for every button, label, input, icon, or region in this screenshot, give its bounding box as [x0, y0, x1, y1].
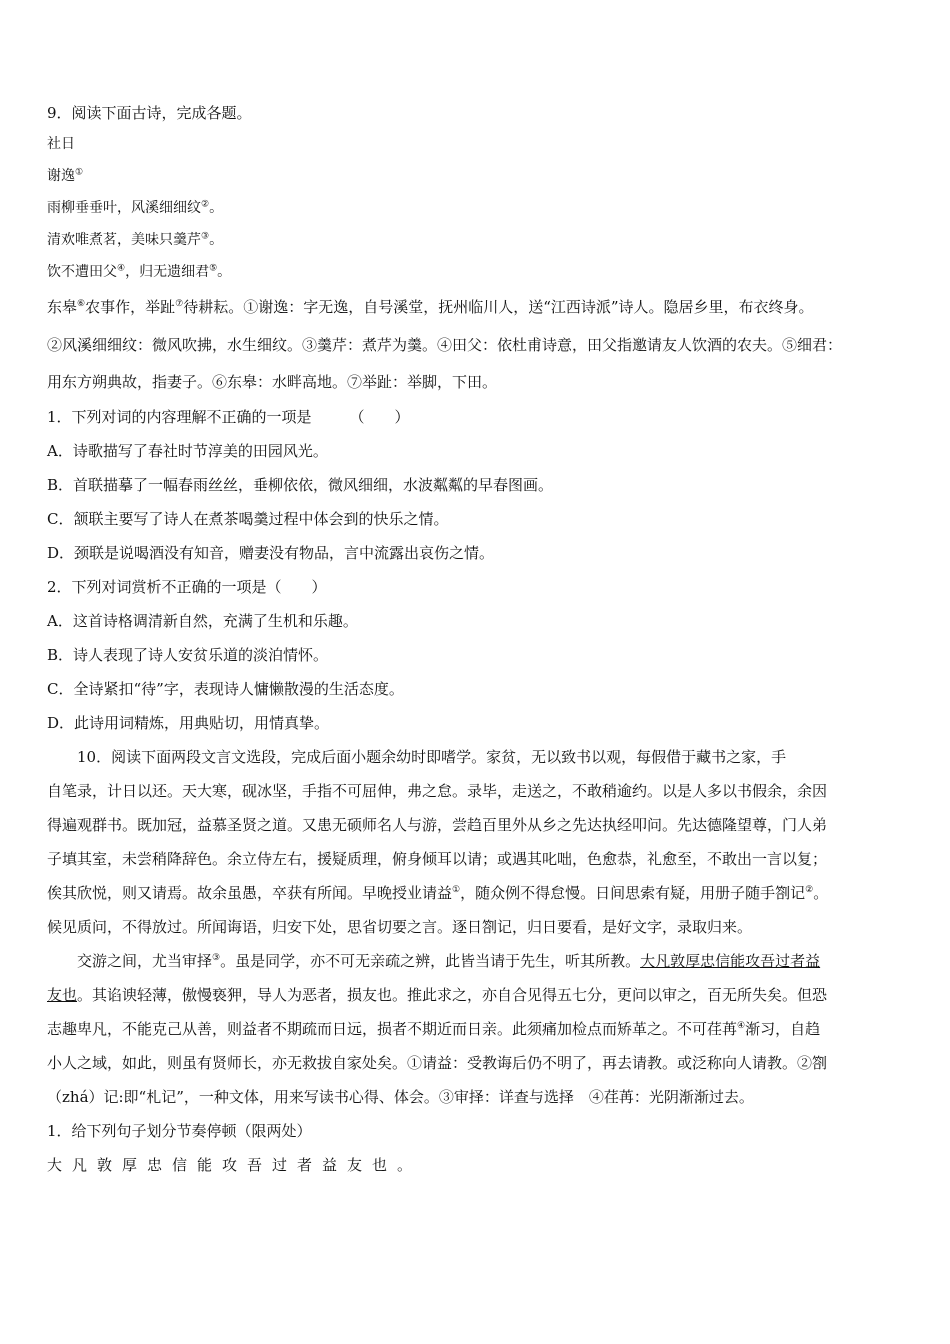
q9-sub2-option-c: C．全诗紧扣“待”字，表现诗人慵懒散漫的生活态度。 — [47, 680, 404, 698]
q10-sub1-stem: 1．给下列句子划分节奏停顿（限两处） — [47, 1122, 312, 1140]
poem-line-1: 雨柳垂垂叶，风溪细细纹②。 — [47, 199, 224, 216]
q10-p1-line-6: 候见质问，不得放过。所闻诲语，归安下处，思省切要之言。逐日劄记，归日要看，是好文字，录取归来。 — [47, 918, 753, 936]
q10-p1-line-3: 得遍观群书。既加冠，益慕圣贤之道。又患无硕师名人与游，尝趋百里外从乡之先达执经叩问。先达德隆望尊，门人弟 — [47, 816, 828, 834]
document-page — [47, 98, 907, 1182]
q10-p2-line-3: 志趣卑凡，不能克己从善，则益者不期疏而日远，损者不期近而日亲。此须痛加检点而矫革之。不可荏苒④渐习，自趋 — [47, 1020, 821, 1038]
q9-sub2-stem: 2．下列对词赏析不正确的一项是（ ） — [47, 578, 327, 596]
poem-notes-line-3: 用东方朔典故，指妻子。⑥东皋：水畔高地。⑦举趾：举脚，下田。 — [47, 373, 498, 391]
poem-author: 谢逸① — [47, 167, 84, 184]
q9-sub1-option-b: B．首联描摹了一幅春雨丝丝，垂柳依依，微风细细，水波粼粼的早春图画。 — [47, 476, 554, 494]
q9-sub1-option-d: D．颈联是说喝酒没有知音，赠妻没有物品，言中流露出哀伤之情。 — [47, 544, 495, 562]
q9-sub1-stem: 1．下列对词的内容理解不正确的一项是 （ ） — [47, 408, 410, 426]
q9-sub1-option-a: A．诗歌描写了春社时节淳美的田园风光。 — [47, 442, 328, 460]
q9-heading: 9．阅读下面古诗，完成各题。 — [47, 104, 252, 122]
underlined-sentence: 大凡敦厚忠信能攻吾过者益 — [640, 952, 821, 970]
q9-sub2-option-a: A．这首诗格调清新自然，充满了生机和乐趣。 — [47, 612, 358, 630]
q10-p1-line-2: 自笔录，计日以还。天大寒，砚冰坚，手指不可屈伸，弗之怠。录毕，走送之，不敢稍逾约。以是人多以书假余，余因 — [47, 782, 828, 800]
q10-p1-line-4: 子填其室，未尝稍降辞色。余立侍左右，援疑质理，俯身倾耳以请；或遇其叱咄，色愈恭，礼愈至，不敢出一言以复； — [47, 850, 828, 868]
q10-p1-line-1: 10．阅读下面两段文言文选段，完成后面小题余幼时即嗜学。家贫，无以致书以观，每假借于藏书之家，手 — [77, 748, 787, 766]
q10-p2-line-2: 友也。其谄谀轻薄，傲慢亵狎，导人为恶者，损友也。推此求之，亦自合见得五七分，更问以审之，百无所失矣。但恐 — [47, 986, 828, 1004]
underlined-sentence-end: 友也 — [47, 986, 78, 1004]
poem-notes-line-2: ②风溪细细纹：微风吹拂，水生细纹。③羹芹：煮芹为羹。④田父：依杜甫诗意，田父指邀请友人饮酒的农夫。⑤细君： — [47, 336, 843, 354]
q9-sub2-option-b: B．诗人表现了诗人安贫乐道的淡泊情怀。 — [47, 646, 329, 664]
q10-p2-line-1: 交游之间，尤当审择③。虽是同学，亦不可无亲疏之辨，此皆当请于先生，听其所教。大凡敦厚忠信能攻吾过者益 — [77, 952, 821, 970]
poem-notes-line-1: 东皋⑥农事作，举趾⑦待耕耘。①谢逸：字无逸，自号溪堂，抚州临川人，送“江西诗派”诗人。隐居乡里，布衣终身。 — [47, 298, 814, 316]
poem-title: 社日 — [47, 136, 75, 152]
q10-p1-line-5: 俟其欣悦，则又请焉。故余虽愚，卒获有所闻。早晚授业请益①，随众例不得怠慢。日间思索有疑，用册子随手劄记②。 — [47, 884, 829, 902]
q9-sub1-option-c: C．颔联主要写了诗人在煮茶喝羹过程中体会到的快乐之情。 — [47, 510, 449, 528]
poem-line-3: 饮不遭田父④，归无遗细君⑤。 — [47, 263, 232, 280]
poem-line-2: 清欢唯煮茗，美味只羹芹③。 — [47, 231, 224, 248]
q9-sub2-option-d: D．此诗用词精炼，用典贴切，用情真挚。 — [47, 714, 330, 732]
q10-p2-line-4: 小人之域，如此，则虽有贤师长，亦无救拔自家处矣。①请益：受教诲后仍不明了，再去请教。或泛称向人请教。②劄 — [47, 1054, 828, 1072]
q10-sub1-sentence: 大凡敦厚忠信能攻吾过者益友也。 — [47, 1156, 423, 1174]
q10-p2-line-5: （zhá）记:即“札记”，一种文体，用来写读书心得、体会。③审择：详查与选择 ④荏苒：光阴渐渐过去。 — [47, 1088, 754, 1106]
